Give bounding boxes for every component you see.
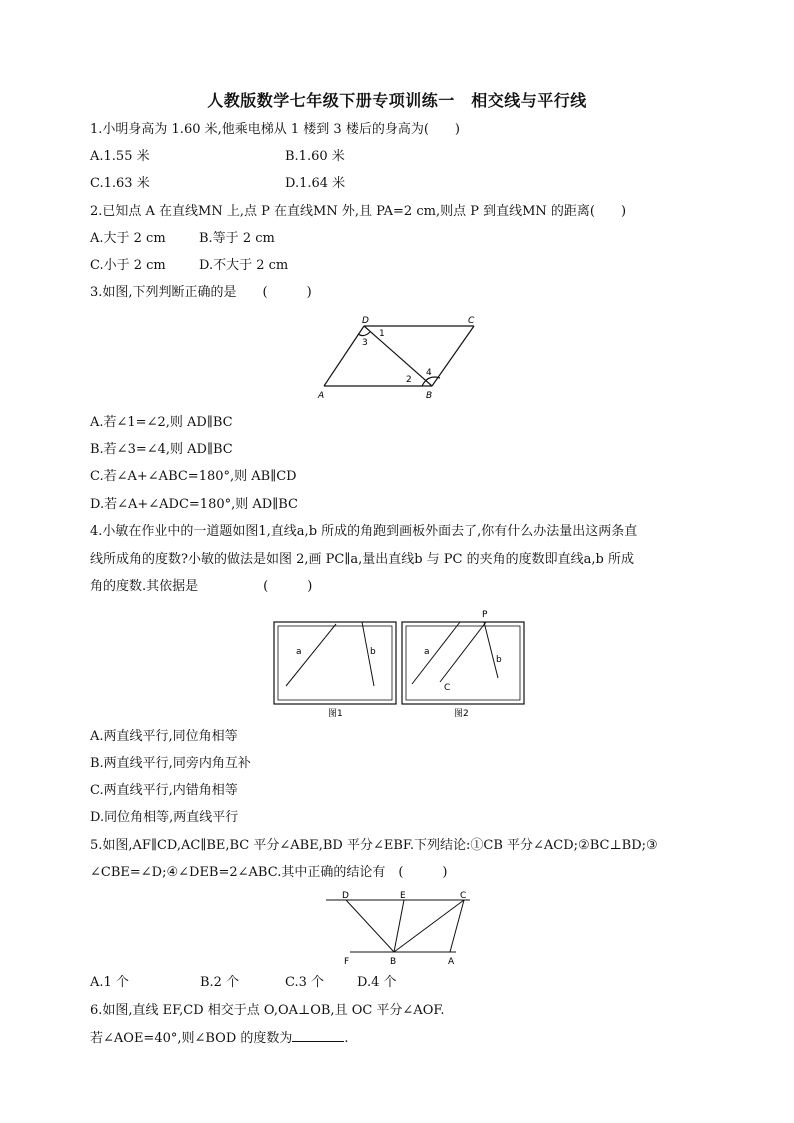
q5-option-d: D.4 个 — [357, 975, 397, 990]
q4-caption-fig1: 图1 — [328, 709, 343, 719]
q3-label-c: C — [468, 316, 475, 326]
q6-answer-blank[interactable] — [292, 1029, 344, 1042]
q4-fig2-label-p: P — [482, 610, 488, 620]
q4-fig1-label-b: b — [370, 647, 376, 657]
q2-option-d: D.不大于 2 cm — [199, 258, 289, 273]
q6-stem-end: . — [344, 1031, 349, 1046]
q4-stem-line2: 线所成角的度数?小敏的做法是如图 2,画 PC∥a,量出直线b 与 PC 的夹角的度数即直线a,b 所成 — [90, 552, 634, 567]
q4-option-a: A.两直线平行,同位角相等 — [90, 729, 238, 744]
q5-stem-line2: ∠CBE=∠D;④∠DEB=2∠ABC.其中正确的结论有 ( ) — [90, 865, 448, 880]
q2-option-c: C.小于 2 cm — [90, 258, 166, 273]
q4-stem-line3: 角的度数.其依据是 ( ) — [90, 579, 313, 594]
q1-option-b: B.1.60 米 — [285, 149, 345, 164]
q1-option-d: D.1.64 米 — [285, 176, 346, 191]
q4-caption-fig2: 图2 — [454, 709, 469, 719]
q4-drawing-board-figures — [272, 606, 528, 720]
q3-label-angle2: 2 — [406, 375, 412, 385]
q4-option-d: D.同位角相等,两直线平行 — [90, 810, 239, 825]
q3-label-angle3: 3 — [362, 338, 368, 348]
q4-fig2-label-b: b — [496, 655, 502, 665]
q5-option-a: A.1 个 — [90, 975, 129, 990]
q4-stem-line1: 4.小敏在作业中的一道题如图1,直线a,b 所成的角跑到画板外面去了,你有什么办法量出这两条直 — [90, 524, 638, 539]
q3-label-angle1: 1 — [379, 329, 385, 339]
q4-fig1-label-a: a — [296, 647, 302, 657]
q5-label-d: D — [342, 891, 349, 901]
q4-fig2-label-c: C — [444, 683, 451, 693]
q3-stem: 3.如图,下列判断正确的是 ( ) — [90, 285, 312, 300]
q1-stem: 1.小明身高为 1.60 米,他乘电梯从 1 楼到 3 楼后的身高为( ) — [90, 122, 460, 137]
q1-option-c: C.1.63 米 — [90, 176, 150, 191]
q4-option-b: B.两直线平行,同旁内角互补 — [90, 756, 251, 771]
q5-label-e: E — [400, 891, 406, 901]
q3-label-b: B — [426, 391, 433, 401]
q6-stem-line2: 若∠AOE=40°,则∠BOD 的度数为 — [90, 1031, 293, 1046]
q3-label-angle4: 4 — [426, 368, 432, 378]
q5-label-a: A — [448, 957, 455, 967]
q5-label-c: C — [460, 891, 467, 901]
q2-option-a: A.大于 2 cm — [90, 231, 166, 246]
q5-option-b: B.2 个 — [200, 975, 240, 990]
q6-stem-line1: 6.如图,直线 EF,CD 相交于点 O,OA⊥OB,且 OC 平分∠AOF. — [90, 1003, 445, 1018]
q3-label-d: D — [362, 316, 369, 326]
q4-fig2-label-a: a — [424, 647, 430, 657]
q2-option-b: B.等于 2 cm — [199, 231, 275, 246]
page-title: 人教版数学七年级下册专项训练一 相交线与平行线 — [207, 91, 587, 110]
q3-option-d: D.若∠A+∠ADC=180°,则 AD∥BC — [90, 497, 298, 512]
q4-option-c: C.两直线平行,内错角相等 — [90, 783, 238, 798]
q3-option-b: B.若∠3=∠4,则 AD∥BC — [90, 442, 233, 457]
q5-label-f: F — [344, 957, 350, 967]
q3-label-a: A — [318, 391, 325, 401]
q5-stem-line1: 5.如图,AF∥CD,AC∥BE,BC 平分∠ABE,BD 平分∠EBF.下列结论:①CB 平分∠ACD;②BC⊥BD;③ — [90, 838, 658, 853]
q3-option-c: C.若∠A+∠ABC=180°,则 AB∥CD — [90, 469, 297, 484]
q5-figure — [320, 888, 480, 968]
q3-parallelogram-figure — [312, 312, 488, 404]
q2-stem: 2.已知点 A 在直线MN 上,点 P 在直线MN 外,且 PA=2 cm,则点 P 到直线MN 的距离( ) — [90, 204, 627, 219]
q3-option-a: A.若∠1=∠2,则 AD∥BC — [90, 415, 233, 430]
q5-option-c: C.3 个 — [285, 975, 325, 990]
q5-label-b: B — [390, 957, 397, 967]
q6-stem-line2-row — [90, 1029, 349, 1048]
q1-option-a: A.1.55 米 — [90, 149, 150, 164]
